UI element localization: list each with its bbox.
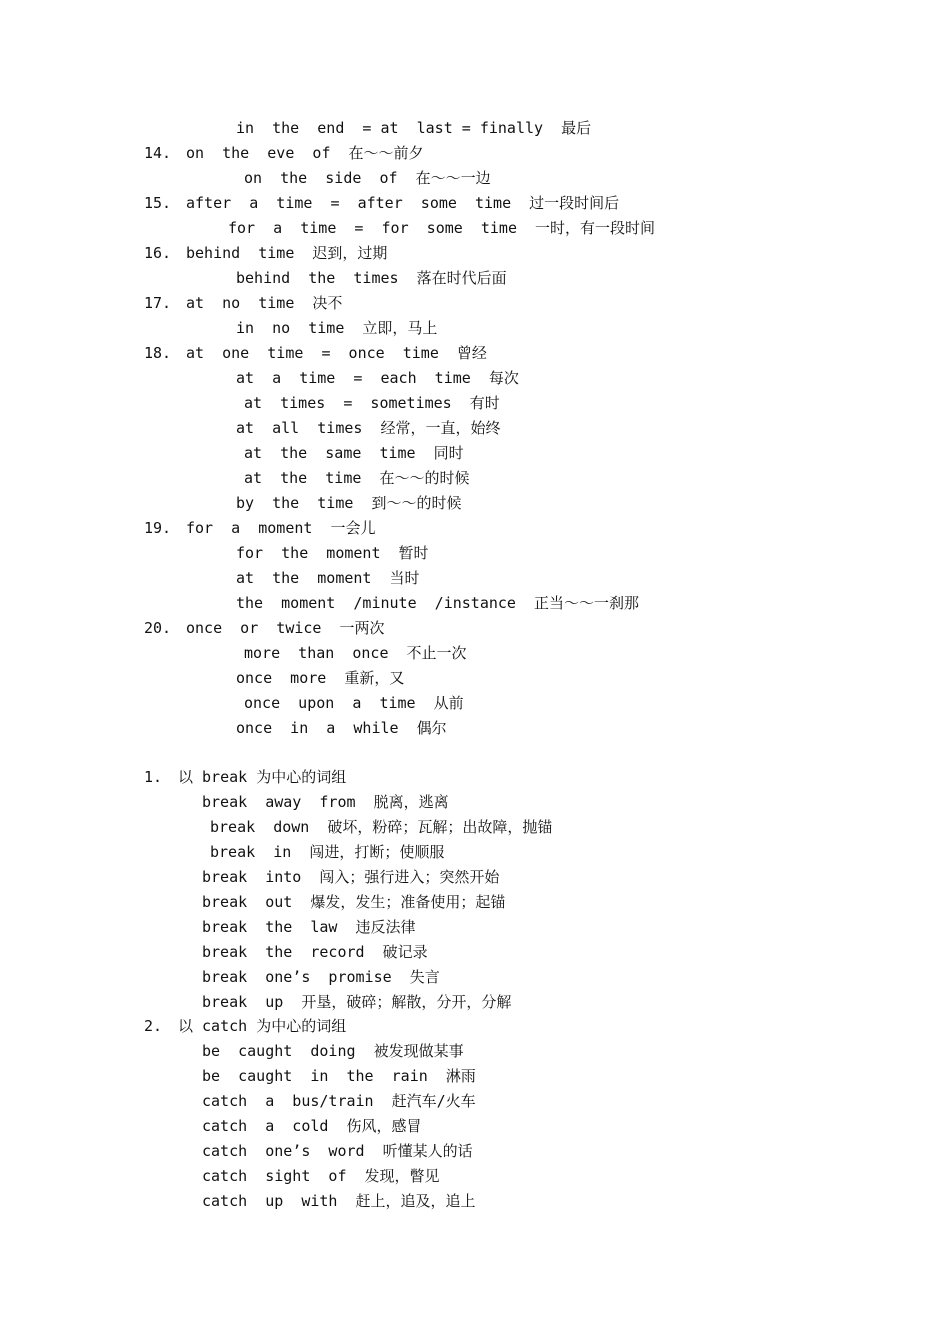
item-number: 20. xyxy=(144,619,172,637)
phrase-line: at the moment 当时 xyxy=(236,569,420,587)
phrase-line: for the moment 暂时 xyxy=(236,544,429,562)
phrase-line: catch up with 赶上，追及，追上 xyxy=(202,1192,476,1210)
phrase-line: at a time = each time 每次 xyxy=(236,369,519,387)
section-heading: 以 break 为中心的词组 xyxy=(178,768,347,786)
phrase-line: for a time = for some time 一时，有一段时间 xyxy=(228,219,656,237)
section-heading: 以 catch 为中心的词组 xyxy=(178,1017,347,1035)
phrase-line: on the eve of 在～～前夕 xyxy=(186,144,424,162)
item-number: 18. xyxy=(144,344,172,362)
phrase-line: catch sight of 发现，瞥见 xyxy=(202,1167,440,1185)
phrase-line: at all times 经常，一直，始终 xyxy=(236,419,501,437)
phrase-line: on the side of 在～～一边 xyxy=(244,169,491,187)
section-number: 2. xyxy=(144,1017,163,1035)
item-number: 15. xyxy=(144,194,172,212)
section-number: 1. xyxy=(144,768,163,786)
phrase-line: the moment /minute /instance 正当～～一刹那 xyxy=(236,594,640,612)
phrase-line: break into 闯入；强行进入；突然开始 xyxy=(202,868,500,886)
phrase-line: at the same time 同时 xyxy=(244,444,464,462)
phrase-line: break down 破坏，粉碎；瓦解；出故障，抛锚 xyxy=(210,818,553,836)
phrase-line: more than once 不止一次 xyxy=(244,644,467,662)
phrase-line: break out 爆发，发生；准备使用；起锚 xyxy=(202,893,506,911)
item-number: 19. xyxy=(144,519,172,537)
phrase-line: once more 重新，又 xyxy=(236,669,405,687)
item-number: 16. xyxy=(144,244,172,262)
item-number: 14. xyxy=(144,144,172,162)
phrase-line: break the record 破记录 xyxy=(202,943,428,961)
phrase-line: once in a while 偶尔 xyxy=(236,719,447,737)
item-number: 17. xyxy=(144,294,172,312)
phrase-line: at the time 在～～的时候 xyxy=(244,469,470,487)
phrase-line: after a time = after some time 过一段时间后 xyxy=(186,194,620,212)
phrase-line: once or twice 一两次 xyxy=(186,619,385,637)
phrase-line: catch a bus/train 赶汽车/火车 xyxy=(202,1092,476,1110)
phrase-line: at times = sometimes 有时 xyxy=(244,394,500,412)
phrase-line: once upon a time 从前 xyxy=(244,694,464,712)
phrase-line: in the end = at last = finally 最后 xyxy=(236,119,592,137)
phrase-line: by the time 到～～的时候 xyxy=(236,494,462,512)
phrase-line: break one’s promise 失言 xyxy=(202,968,440,986)
phrase-line: be caught in the rain 淋雨 xyxy=(202,1067,476,1085)
phrase-line: behind the times 落在时代后面 xyxy=(236,269,507,287)
phrase-line: break up 开垦，破碎；解散，分开，分解 xyxy=(202,993,512,1011)
phrase-line: be caught doing 被发现做某事 xyxy=(202,1042,464,1060)
phrase-line: at no time 决不 xyxy=(186,294,343,312)
phrase-line: at one time = once time 曾经 xyxy=(186,344,487,362)
phrase-line: catch a cold 伤风，感冒 xyxy=(202,1117,422,1135)
phrase-line: break the law 违反法律 xyxy=(202,918,416,936)
phrase-line: catch one’s word 听懂某人的话 xyxy=(202,1142,473,1160)
phrase-line: break in 闯进，打断；使顺服 xyxy=(210,843,445,861)
phrase-line: break away from 脱离，逃离 xyxy=(202,793,449,811)
phrase-line: for a moment 一会儿 xyxy=(186,519,376,537)
phrase-line: in no time 立即，马上 xyxy=(236,319,438,337)
phrase-line: behind time 迟到，过期 xyxy=(186,244,388,262)
